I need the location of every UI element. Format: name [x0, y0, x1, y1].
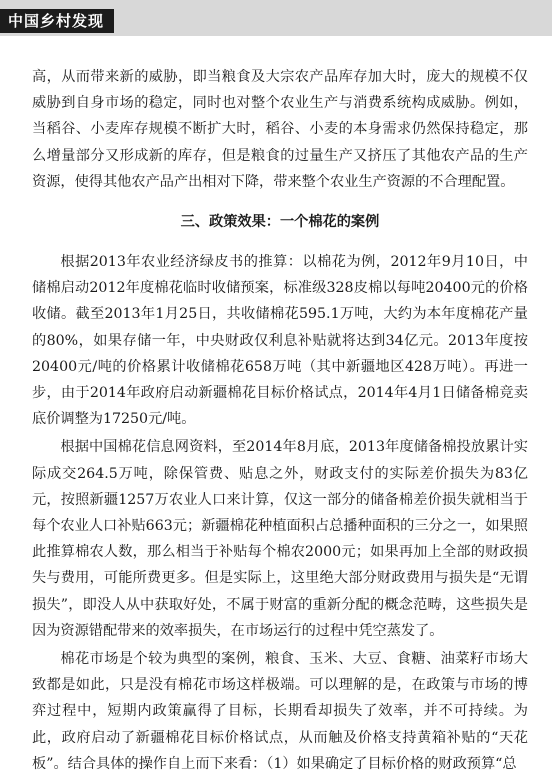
section-heading: 三、政策效果：一个棉花的案例	[180, 214, 380, 231]
running-header-title: 中国乡村发现	[0, 9, 114, 33]
paragraph-cotton-reserve: 根据2013年农业经济绿皮书的推算：以棉花为例，2012年9月10日，中储棉启动2012年度棉花临时收储预案，标准级328皮棉以每吨20400元的价格收储。截至2013年1月25日，共收储棉花595.1万吨，大约为本年度棉花产量的80%，如果存储一年，中央财政仅利息补贴就将达到34亿元。2013年度按20400元/吨的价格累计收储棉花658万吨（其中新疆地区428万吨）。再进一步，由于2014年政府启动新疆棉花目标价格试点，2014年4月1日储备棉竞卖底价调整为17250元/吨。	[32, 254, 528, 428]
article-body	[32, 64, 528, 777]
paragraph-market-case: 棉花市场是个较为典型的案例，粮食、玉米、大豆、食糖、油菜籽市场大致都是如此，只是没有棉花市场这样极端。可以理解的是，在政策与市场的博弈过程中，短期内政策赢得了目标，长期看却损失了效率，并不可持续。为此，政府启动了新疆棉花目标价格试点，从而触及价格支持黄箱补贴的“天花板”。结合具体的操作自上而下来看：（1）如果确定了目标价格的财政预算“总	[32, 651, 528, 772]
paragraph-continued: 高，从而带来新的威胁，即当粮食及大宗农产品库存加大时，庞大的规模不仅威胁到自身市场的稳定，同时也对整个农业生产与消费系统构成威胁。例如，当稻谷、小麦库存规模不断扩大时，稻谷、小麦的本身需求仍然保持稳定，那么增量部分又形成新的库存，但是粮食的过量生产又挤压了其他农产品的生产资源，使得其他农产品产出相对下降，带来整个农业生产资源的不合理配置。	[32, 69, 528, 190]
running-header-band	[0, 0, 552, 36]
paragraph-reserve-loss: 根据中国棉花信息网资料，至2014年8月底，2013年度储备棉投放累计实际成交264.5万吨，除保管费、贴息之外，财政支付的实际差价损失为83亿元，按照新疆1257万农业人口来计算，仅这一部分的储备棉差价损失就相当于每个农业人口补贴663元；新疆棉花种植面积占总播种面积的三分之一，如果照此推算棉农人数，那么相当于补贴每个棉农2000元；如果再加上全部的财政损失与费用，可能所费更多。但是实际上，这里绝大部分财政费用与损失是“无谓损失”，即没人从中获取好处，不属于财富的重新分配的概念范畴，这些损失是因为资源错配带来的效率损失，在市场运行的过程中凭空蒸发了。	[32, 439, 528, 639]
